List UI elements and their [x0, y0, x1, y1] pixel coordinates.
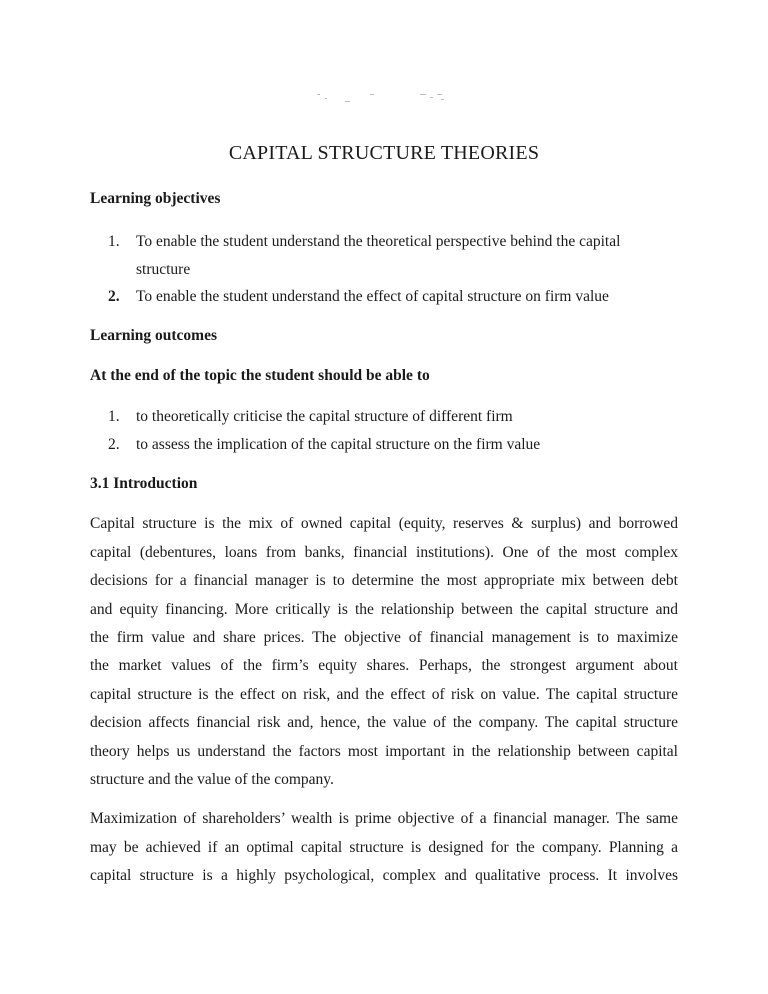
intro-para2-line-1: Maximization of shareholders’ wealth is prime objective of a financial manager. The same: [90, 810, 678, 827]
intro-para1-line-7: capital structure is the effect on risk, and the effect of risk on value. The capital structure: [90, 686, 678, 703]
intro-para1-line-8: decision affects financial risk and, hence, the value of the company. The capital structure: [90, 714, 678, 731]
learning-outcomes-heading: Learning outcomes: [90, 327, 218, 344]
intro-para1-line-1: Capital structure is the mix of owned capital (equity, reserves & surplus) and borrowed: [90, 515, 678, 532]
introduction-heading: 3.1 Introduction: [90, 475, 198, 492]
intro-para1-line-3: decisions for a financial manager is to determine the most appropriate mix between debt: [90, 572, 678, 589]
intro-para1-line-2: capital (debentures, loans from banks, financial institutions). One of the most complex: [90, 544, 678, 561]
objective-2-number: 2.: [108, 288, 120, 305]
outcome-1-number: 1.: [108, 408, 120, 425]
intro-para1-line-4: and equity financing. More critically is the relationship between the capital structure and: [90, 601, 678, 618]
outcome-1-text: to theoretically criticise the capital structure of different firm: [136, 408, 513, 425]
page-title: CAPITAL STRUCTURE THEORIES: [228, 142, 540, 164]
learning-objectives-heading: Learning objectives: [90, 190, 221, 207]
objective-2-text: To enable the student understand the effect of capital structure on firm value: [136, 288, 609, 305]
intro-para2-line-3: capital structure is a highly psychological, complex and qualitative process. It involves: [90, 867, 678, 884]
intro-para1-line-5: the firm value and share prices. The objective of financial management is to maximize: [90, 629, 678, 646]
learning-outcomes-subheading: At the end of the topic the student should be able to: [90, 367, 430, 384]
intro-para2-line-2: may be achieved if an optimal capital structure is designed for the company. Planning a: [90, 839, 678, 856]
outcome-2-text: to assess the implication of the capital structure on the firm value: [136, 436, 541, 453]
outcome-2-number: 2.: [108, 436, 120, 453]
objective-1-number: 1.: [108, 233, 120, 250]
intro-para1-line-6: the market values of the firm’s equity shares. Perhaps, the strongest argument about: [90, 657, 678, 674]
objective-1-text-line-2: structure: [136, 261, 191, 278]
intro-para1-line-9: theory helps us understand the factors most important in the relationship between capital: [90, 743, 678, 760]
intro-para1-line-10: structure and the value of the company.: [90, 771, 334, 788]
objective-1-text-line-1: To enable the student understand the theoretical perspective behind the capital: [136, 233, 621, 250]
faint-header-artifact: [315, 92, 455, 106]
